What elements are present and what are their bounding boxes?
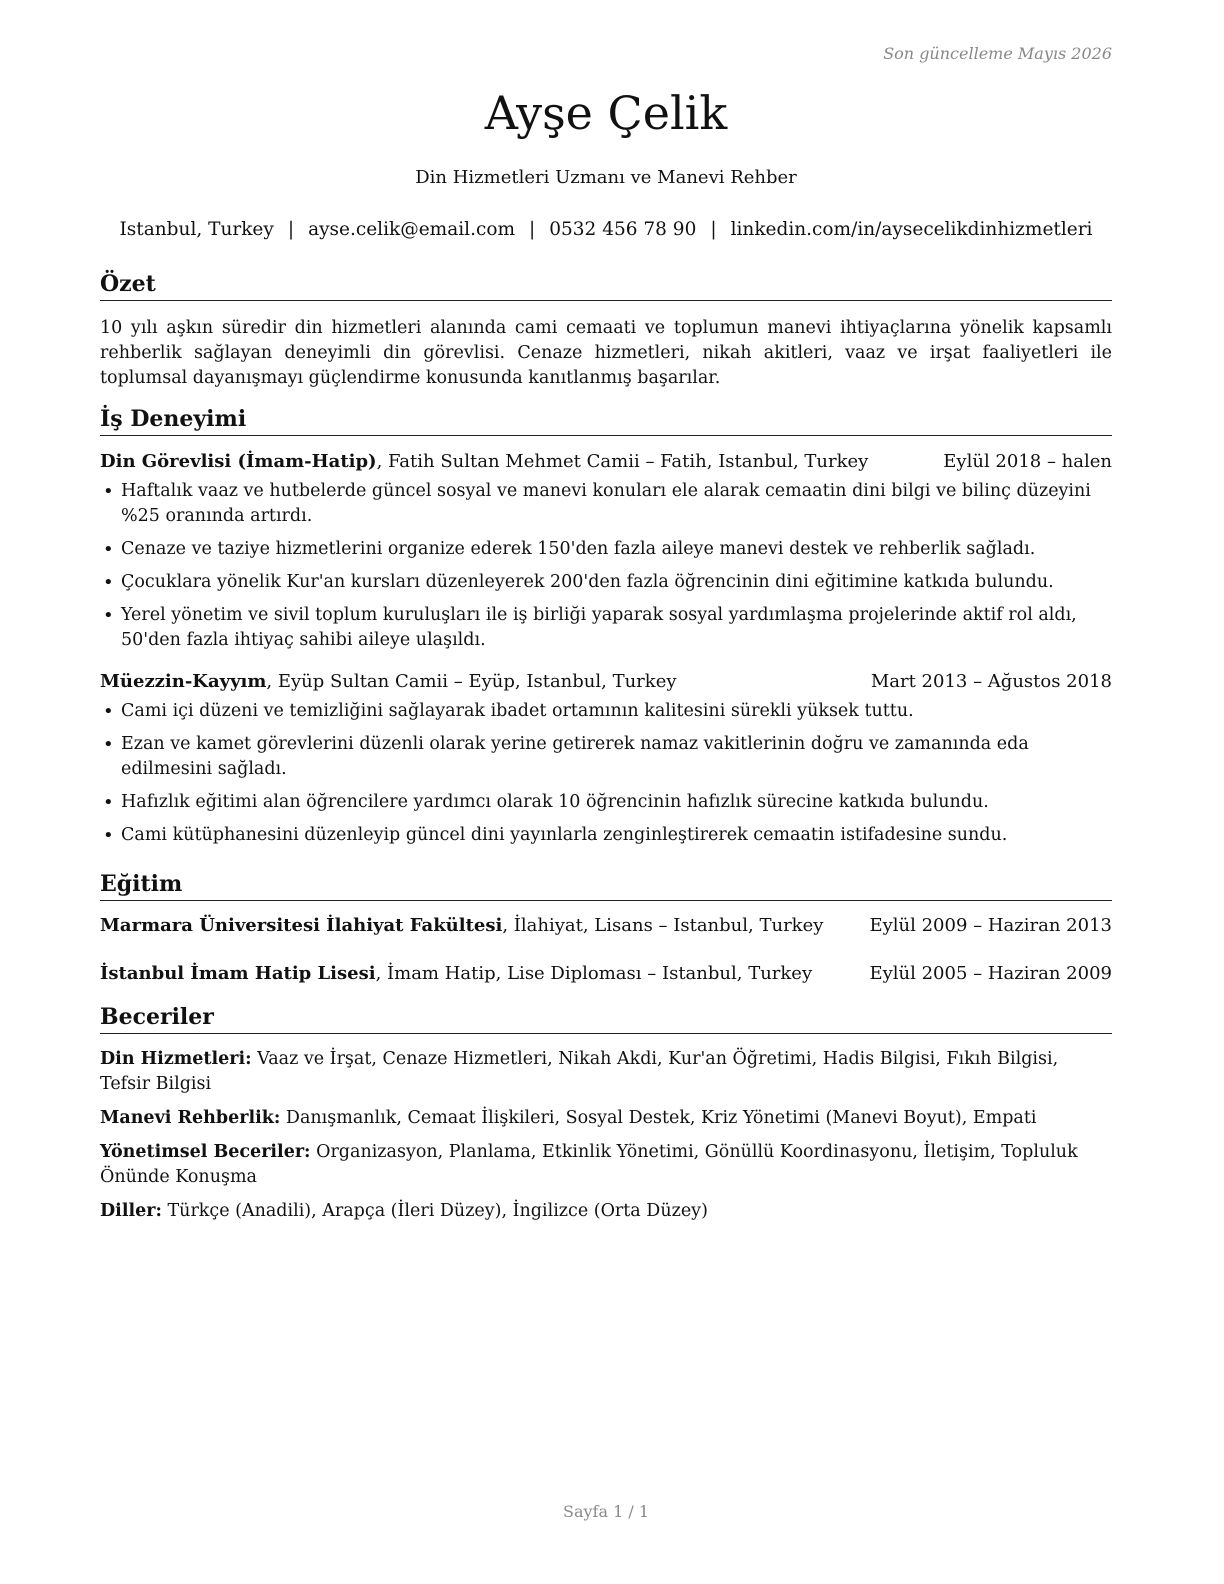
skills-list bbox=[100, 1047, 1112, 1224]
contact-separator: | bbox=[710, 219, 717, 240]
education-section bbox=[100, 870, 1112, 987]
list-item: • Ezan ve kamet görevlerini düzenli olarak yerine getirerek namaz vakitlerinin doğru ve zamanında eda edilmesini sağladı. bbox=[100, 732, 1112, 782]
job-dates: Eylül 2018 – halen bbox=[943, 451, 1112, 472]
job-place: , Eyüp Sultan Camii – Eyüp, Istanbul, Turkey bbox=[266, 671, 677, 692]
resume-page bbox=[100, 0, 1112, 1584]
job-header bbox=[100, 449, 1112, 475]
job-entry bbox=[100, 449, 1112, 653]
skill-value: Vaaz ve İrşat, Cenaze Hizmetleri, Nikah Akdi, Kur'an Öğretimi, Hadis Bilgisi, Fıkıh Bilgisi, Tefsir Bilgisi bbox=[100, 1049, 1059, 1094]
summary-text: 10 yılı aşkın süredir din hizmetleri alanında cami cemaati ve toplumun manevi ihtiyaçlarına yönelik kapsamlı rehberlik sağlayan deneyimli din görevlisi. Cenaze hizmetleri, nikah akitleri, vaaz ve irşat faaliyetleri ile toplumsal dayanışmayı güçlendirme konusunda kanıtlanmış başarılar. bbox=[100, 318, 1112, 388]
skill-row bbox=[100, 1047, 1112, 1097]
skill-row bbox=[100, 1140, 1112, 1190]
job-bullets bbox=[100, 699, 1112, 848]
list-item: • Cami içi düzeni ve temizliğini sağlayarak ibadet ortamının kalitesini sürekli yüksek tuttu. bbox=[100, 699, 1112, 724]
candidate-tagline: Din Hizmetleri Uzmanı ve Manevi Rehber bbox=[415, 167, 797, 188]
contact-separator: | bbox=[287, 219, 295, 240]
skill-label: Din Hizmetleri: bbox=[100, 1049, 252, 1069]
section-title-experience: İş Deneyimi bbox=[100, 405, 1112, 436]
list-item: • Yerel yönetim ve sivil toplum kuruluşları ile iş birliği yaparak sosyal yardımlaşma projelerinde aktif rol aldı, 50'den fazla ihtiyaç sahibi aileye ulaşıldı. bbox=[100, 603, 1112, 653]
list-item: • Cami kütüphanesini düzenleyip güncel dini yayınlarla zenginleştirerek cemaatin istifadesine sundu. bbox=[100, 823, 1112, 848]
section-title-summary: Özet bbox=[100, 270, 1112, 301]
skill-value: Türkçe (Anadili), Arapça (İleri Düzey), İngilizce (Orta Düzey) bbox=[161, 1201, 708, 1221]
job-header bbox=[100, 669, 1112, 695]
education-title-line bbox=[100, 961, 812, 987]
job-title-line bbox=[100, 669, 677, 695]
skill-row bbox=[100, 1199, 1112, 1224]
skill-label: Manevi Rehberlik: bbox=[100, 1108, 281, 1128]
contact-location: Istanbul, Turkey bbox=[119, 219, 274, 240]
job-role: Müezzin-Kayyım bbox=[100, 671, 267, 692]
list-item: • Çocuklara yönelik Kur'an kursları düzenleyerek 200'den fazla öğrencinin dini eğitimine katkıda bulundu. bbox=[100, 570, 1112, 595]
education-dates: Eylül 2009 – Haziran 2013 bbox=[869, 915, 1112, 936]
job-title-line bbox=[100, 449, 868, 475]
candidate-name: Ayşe Çelik bbox=[484, 86, 728, 140]
education-item bbox=[100, 961, 1112, 987]
contact-linkedin[interactable]: linkedin.com/in/aysecelikdinhizmetleri bbox=[730, 219, 1093, 240]
list-item: • Hafızlık eğitimi alan öğrencilere yardımcı olarak 10 öğrencinin hafızlık sürecine katkıda bulundu. bbox=[100, 790, 1112, 815]
last-updated: Son güncelleme Mayıs 2026 bbox=[883, 44, 1112, 63]
education-item bbox=[100, 913, 1112, 939]
list-item: • Haftalık vaaz ve hutbelerde güncel sosyal ve manevi konuları ele alarak cemaatin dini bilgi ve bilinç düzeyini %25 oranında artırdı. bbox=[100, 479, 1112, 529]
education-school: Marmara Üniversitesi İlahiyat Fakültesi bbox=[100, 915, 503, 936]
job-dates: Mart 2013 – Ağustos 2018 bbox=[870, 671, 1112, 692]
education-detail: , İmam Hatip, Lise Diploması – Istanbul, Turkey bbox=[375, 963, 813, 984]
contact-email[interactable]: ayse.celik@email.com bbox=[308, 219, 515, 240]
contact-phone: 0532 456 78 90 bbox=[549, 219, 697, 240]
list-item: • Cenaze ve taziye hizmetlerini organize ederek 150'den fazla aileye manevi destek ve rehberlik sağladı. bbox=[100, 537, 1112, 562]
education-school: İstanbul İmam Hatip Lisesi bbox=[100, 963, 376, 984]
education-dates: Eylül 2005 – Haziran 2009 bbox=[869, 963, 1112, 984]
section-title-skills: Beceriler bbox=[100, 1003, 1112, 1034]
skill-value: Danışmanlık, Cemaat İlişkileri, Sosyal Destek, Kriz Yönetimi (Manevi Boyut), Empati bbox=[280, 1108, 1037, 1128]
job-bullets bbox=[100, 479, 1112, 653]
job-entry bbox=[100, 669, 1112, 848]
education-detail: , İlahiyat, Lisans – Istanbul, Turkey bbox=[502, 915, 824, 936]
education-title-line bbox=[100, 913, 823, 939]
page-number: Sayfa 1 / 1 bbox=[562, 1502, 649, 1521]
contact-separator: | bbox=[529, 219, 536, 240]
experience-section bbox=[100, 405, 1112, 856]
job-role: Din Görevlisi (İmam-Hatip) bbox=[100, 451, 377, 472]
skills-section bbox=[100, 1003, 1112, 1233]
contact-line bbox=[100, 219, 1112, 240]
skill-label: Yönetimsel Beceriler: bbox=[100, 1142, 311, 1162]
skill-label: Diller: bbox=[100, 1201, 162, 1221]
skill-value: Organizasyon, Planlama, Etkinlik Yönetimi, Gönüllü Koordinasyonu, İletişim, Topluluk Önünde Konuşma bbox=[100, 1142, 1078, 1187]
section-title-education: Eğitim bbox=[100, 870, 1112, 901]
summary-section bbox=[100, 270, 1112, 391]
skill-row bbox=[100, 1106, 1112, 1131]
job-place: , Fatih Sultan Mehmet Camii – Fatih, Istanbul, Turkey bbox=[376, 451, 869, 472]
